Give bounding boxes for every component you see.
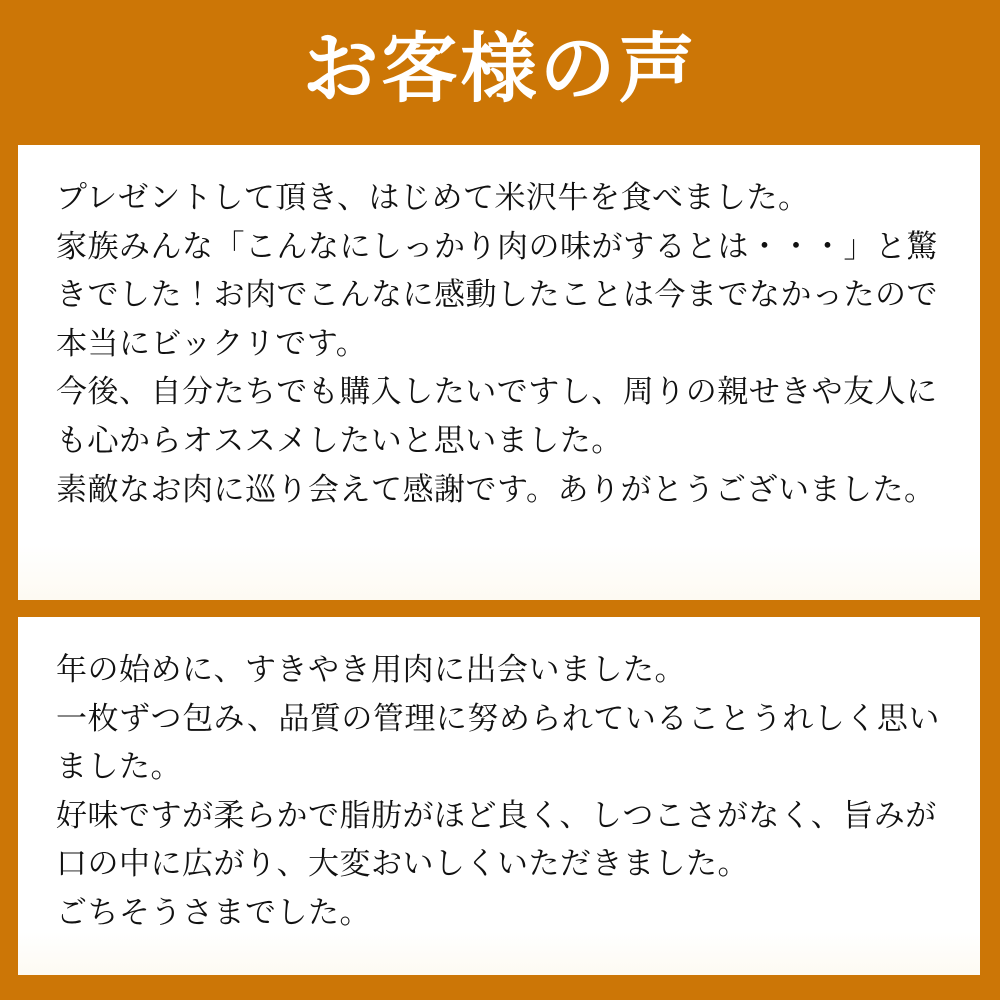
review-1-paragraph-2: 家族みんな「こんなにしっかり肉の味がするとは・・・」と驚きでした！お肉でこんなに感動したことは今までなかったので本当にビックリです。: [56, 228, 938, 361]
review-1-paragraph-4: 素敵なお肉に巡り会えて感謝です。ありがとうございました。: [56, 471, 936, 507]
review-card-2: [18, 617, 980, 975]
review-card-1: [18, 145, 980, 600]
review-2-paragraph-3: 好味ですが柔らかで脂肪がほど良く、しつこさがなく、旨みが口の中に広がり、大変おいしくいただきました。: [56, 797, 937, 882]
page-title: お客様の声: [302, 27, 698, 112]
review-2-paragraph-4: ごちそうさまでした。: [56, 894, 371, 930]
review-1-paragraph-1: プレゼントして頂き、はじめて米沢牛を食べました。: [56, 180, 810, 215]
review-1-paragraph-3: 今後、自分たちでも購入したいですし、周りの親せきや友人にも心からオススメしたいと思いました。: [56, 374, 938, 458]
page-header: [0, 0, 1000, 145]
review-2-paragraph-2: 一枚ずつ包み、品質の管理に努められていることうれしく思いました。: [56, 700, 940, 785]
review-2-paragraph-1: 年の始めに、すきやき用肉に出会いました。: [56, 652, 686, 687]
